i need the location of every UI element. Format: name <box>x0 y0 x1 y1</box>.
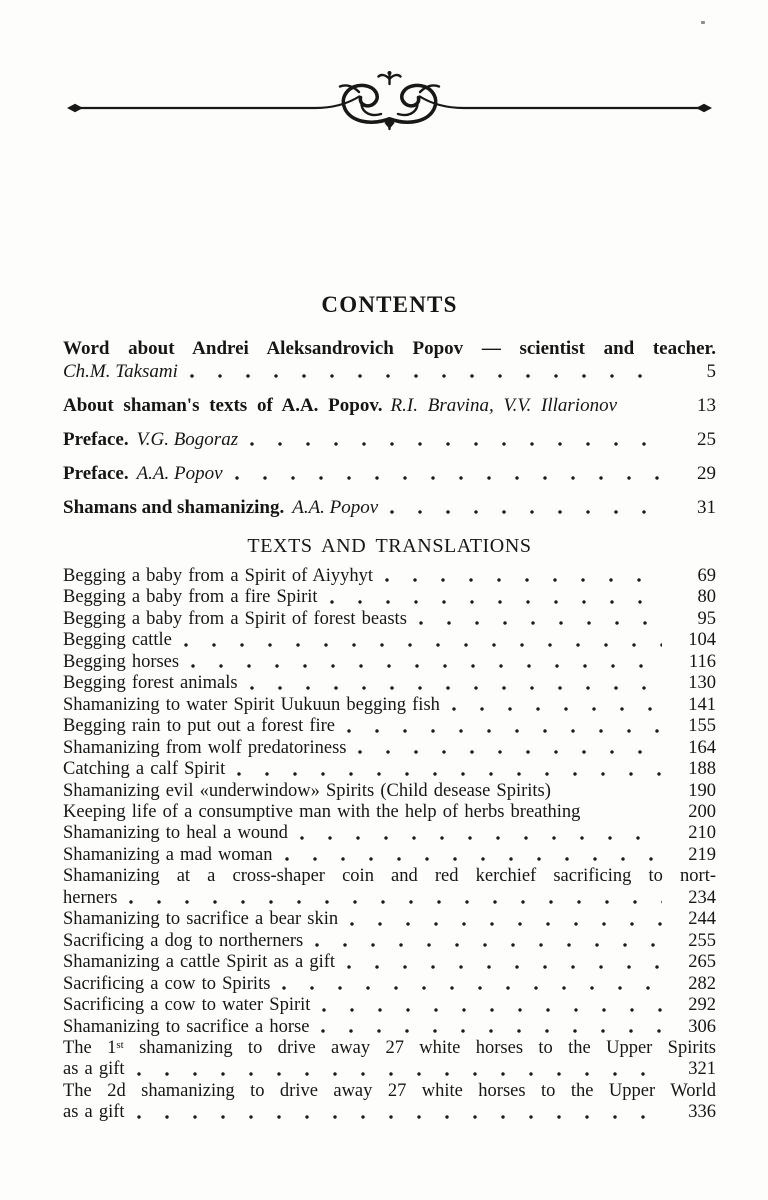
toc-entry <box>63 496 716 519</box>
page-number: 190 <box>688 780 716 801</box>
entry-title: Shamanizing to sacrifice a bear skin <box>63 909 339 930</box>
toc-entry <box>63 609 716 630</box>
dot-leader <box>298 835 662 841</box>
page-number: 306 <box>688 1016 716 1037</box>
dot-leader <box>328 599 662 605</box>
dot-leader <box>233 475 662 481</box>
entry-row <box>63 652 716 673</box>
page-number: 104 <box>688 630 716 651</box>
dot-leader <box>135 1114 662 1120</box>
dot-leader <box>356 749 662 755</box>
entry-title: Shamans and shamanizing. <box>63 497 285 518</box>
section-heading: TEXTS AND TRANSLATIONS <box>247 535 532 557</box>
entry-author: Ch.M. Taksami <box>63 361 178 382</box>
page-content <box>0 68 768 1124</box>
dot-leader <box>450 706 662 712</box>
dot-leader <box>189 663 662 669</box>
entry-row <box>63 496 716 519</box>
entry-row <box>63 1059 716 1080</box>
entry-title: Shamanizing to sacrifice a horse <box>63 1016 310 1037</box>
page-number: 234 <box>688 887 716 908</box>
page-number: 13 <box>697 395 716 416</box>
entry-row <box>63 738 716 759</box>
dot-leader <box>283 856 663 862</box>
entry-title-continuation: as a gift <box>63 1102 125 1123</box>
toc-entry <box>63 952 716 973</box>
entry-row <box>63 1017 716 1038</box>
entry-row <box>63 781 716 802</box>
page-number: 116 <box>688 651 716 672</box>
entry-title: Begging a baby from a Spirit of forest beasts <box>63 608 407 629</box>
entry-title: Begging a baby from a fire Spirit <box>63 587 318 608</box>
page-number: 155 <box>688 716 716 737</box>
toc-entry <box>63 931 716 952</box>
page-number: 95 <box>697 608 716 629</box>
toc-entry <box>63 673 716 694</box>
dot-leader <box>127 899 662 905</box>
page-number: 219 <box>688 844 716 865</box>
entry-row <box>63 695 716 716</box>
entry-title: The 2d shamanizing to drive away 27 white horses to the Upper World <box>63 1080 716 1101</box>
texts-list <box>63 566 716 1124</box>
entry-row <box>63 888 716 909</box>
entry-title: Begging rain to put out a forest fire <box>63 716 336 737</box>
entry-row <box>63 462 716 485</box>
entry-row <box>63 759 716 780</box>
entry-author: R.I. Bravina, V.V. Illarionov <box>390 395 617 416</box>
entry-row <box>63 931 716 952</box>
entry-row <box>63 845 716 866</box>
entry-title: Begging forest animals <box>63 673 238 694</box>
dot-leader <box>248 685 662 691</box>
entry-title: Word about Andrei Aleksandrovich Popov — scientist and teacher. <box>63 338 716 359</box>
dot-leader <box>383 577 662 583</box>
page-number: 244 <box>688 909 716 930</box>
toc-entry <box>63 462 716 485</box>
toc-entry <box>63 587 716 608</box>
dot-leader <box>248 441 662 447</box>
page-number: 292 <box>688 995 716 1016</box>
dot-leader <box>590 813 662 819</box>
entry-author: A.A. Popov <box>292 497 379 518</box>
entry-title: Shamanizing a cattle Spirit as a gift <box>63 952 336 973</box>
page-number: 25 <box>697 429 716 450</box>
entry-row <box>63 974 716 995</box>
toc-entry <box>63 1081 716 1124</box>
entry-row <box>63 566 716 587</box>
page-number: 5 <box>706 361 716 382</box>
entry-row <box>63 823 716 844</box>
page-number: 210 <box>688 823 716 844</box>
entry-row <box>63 802 716 823</box>
entry-title: Preface. <box>63 463 129 484</box>
entry-title-continuation: as a gift <box>63 1059 125 1080</box>
entry-title: Keeping life of a consumptive man with the help of herbs breathing <box>63 801 581 822</box>
dot-leader <box>345 728 662 734</box>
toc-entry <box>63 738 716 759</box>
entry-title-text: The 1 <box>63 1037 117 1058</box>
entry-title-text: shamanizing to drive away 27 white horses to the Upper Spirits <box>123 1037 716 1058</box>
entry-row <box>63 909 716 930</box>
toc-entry <box>63 652 716 673</box>
dot-leader <box>188 373 662 379</box>
dot-leader <box>313 942 662 948</box>
fleuron-divider-icon <box>63 68 716 132</box>
dot-leader <box>561 792 662 798</box>
dot-leader <box>182 642 662 648</box>
entry-title: Catching a calf Spirit <box>63 759 226 780</box>
page-number: 255 <box>688 930 716 951</box>
toc-entry <box>63 1038 716 1081</box>
entry-title: Sacrificing a dog to northerners <box>63 930 304 951</box>
dot-leader <box>235 771 662 777</box>
dot-leader <box>348 921 662 927</box>
dot-leader <box>135 1071 662 1077</box>
entry-title: Preface. <box>63 429 129 450</box>
page-number: 336 <box>688 1102 716 1123</box>
entry-title <box>63 1038 716 1059</box>
dot-leader <box>320 1007 662 1013</box>
entry-row <box>63 952 716 973</box>
page-number: 80 <box>697 587 716 608</box>
page-number: 265 <box>688 952 716 973</box>
entry-author: A.A. Popov <box>136 463 223 484</box>
toc-entry <box>63 566 716 587</box>
entry-title-continuation: herners <box>63 887 118 908</box>
dot-leader <box>280 985 662 991</box>
dot-leader <box>319 1028 662 1034</box>
toc-entry <box>63 630 716 651</box>
entry-row <box>63 587 716 608</box>
toc-entry <box>63 802 716 823</box>
page-number: 130 <box>688 673 716 694</box>
dot-leader <box>388 509 662 515</box>
entry-row <box>63 716 716 737</box>
entry-row <box>63 673 716 694</box>
page-number: 164 <box>688 737 716 758</box>
entry-row <box>63 630 716 651</box>
toc-entry <box>63 823 716 844</box>
page-number: 29 <box>697 463 716 484</box>
dot-leader <box>627 407 662 413</box>
toc-entry <box>63 781 716 802</box>
toc-entry <box>63 995 716 1016</box>
toc-entry <box>63 1017 716 1038</box>
toc-entry <box>63 909 716 930</box>
entry-row <box>63 360 716 383</box>
entry-row <box>63 428 716 451</box>
page-number: 200 <box>688 801 716 822</box>
entry-title: Shamanizing at a cross-shaper coin and red kerchief sacrificing to nort- <box>63 866 716 887</box>
entry-row <box>63 609 716 630</box>
page-number: 69 <box>697 566 716 586</box>
front-matter-list <box>63 337 716 519</box>
entry-row <box>63 1102 716 1123</box>
toc-entry <box>63 337 716 383</box>
entry-title: Begging a baby from a Spirit of Aiyyhyt <box>63 566 374 586</box>
toc-entry <box>63 845 716 866</box>
toc-entry <box>63 695 716 716</box>
entry-title: Shamanizing a mad woman <box>63 844 273 865</box>
toc-entry <box>63 974 716 995</box>
page-number: 188 <box>688 759 716 780</box>
toc-entry <box>63 866 716 909</box>
toc-entry <box>63 428 716 451</box>
page-number: 321 <box>688 1059 716 1080</box>
entry-title: Shamanizing to water Spirit Uukuun begging fish <box>63 694 440 715</box>
toc-entry <box>63 716 716 737</box>
entry-title: Sacrificing a cow to water Spirit <box>63 995 311 1016</box>
page-number: 31 <box>697 497 716 518</box>
entry-title: About shaman's texts of A.A. Popov. <box>63 395 383 416</box>
entry-title: Shamanizing to heal a wound <box>63 823 288 844</box>
entry-title: Shamanizing from wolf predatoriness <box>63 737 347 758</box>
print-speck <box>701 21 705 24</box>
entry-title: Shamanizing evil «underwindow» Spirits (Child desease Spirits) <box>63 780 551 801</box>
entry-row <box>63 394 716 417</box>
dot-leader <box>345 964 662 970</box>
entry-title: Begging horses <box>63 651 180 672</box>
toc-entry <box>63 394 716 417</box>
page-title: CONTENTS <box>321 292 458 317</box>
page-number: 282 <box>688 973 716 994</box>
entry-row <box>63 995 716 1016</box>
entry-title: Sacrificing a cow to Spirits <box>63 973 271 994</box>
dot-leader <box>417 620 662 626</box>
page-number: 141 <box>688 694 716 715</box>
toc-entry <box>63 759 716 780</box>
ordinal-superscript: st <box>116 1038 124 1051</box>
entry-title: Begging cattle <box>63 630 172 651</box>
entry-author: V.G. Bogoraz <box>136 429 239 450</box>
